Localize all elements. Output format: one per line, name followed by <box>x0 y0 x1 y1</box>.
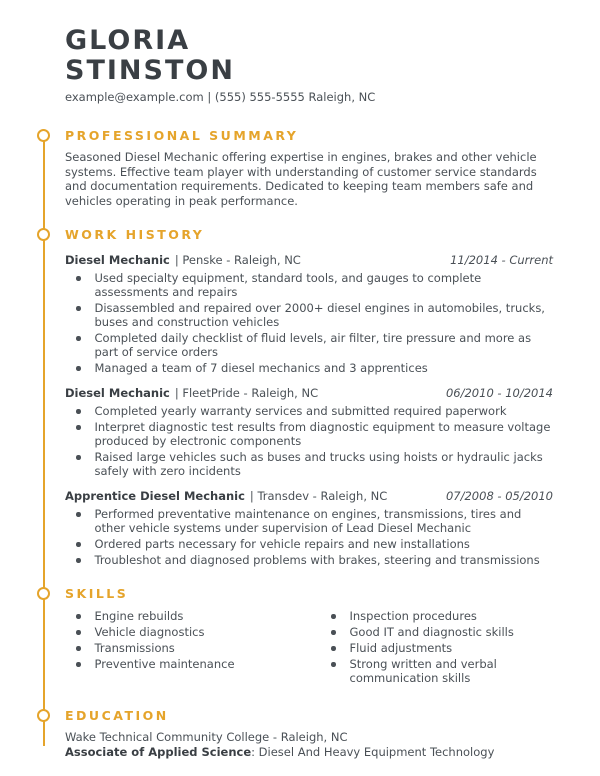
skill-text: Strong written and verbal communication skills <box>349 657 497 685</box>
skill-text: Transmissions <box>94 641 175 655</box>
section-skills <box>65 587 553 687</box>
job-dates: 11/2014 - Current <box>450 253 553 267</box>
bullet-item <box>65 404 553 418</box>
bullet-dot-icon <box>76 409 81 414</box>
job-2-bullets <box>65 404 553 478</box>
skill-text: Engine rebuilds <box>94 609 184 623</box>
skills-column-left <box>65 609 320 687</box>
bullet-dot-icon <box>331 614 336 619</box>
job-company: | Penske - Raleigh, NC <box>174 253 301 267</box>
bullet-item <box>65 271 553 299</box>
skill-text: Preventive maintenance <box>94 657 235 671</box>
bullet-text: Managed a team of 7 diesel mechanics and 3 apprentices <box>94 361 428 375</box>
education-heading: EDUCATION <box>65 708 169 723</box>
job-entry-1 <box>65 253 553 375</box>
skill-item <box>320 609 553 623</box>
bullet-item <box>65 361 553 375</box>
candidate-name-line1: GLORIA <box>65 25 191 56</box>
bullet-dot-icon <box>76 646 81 651</box>
skills-columns <box>65 609 553 687</box>
bullet-item <box>65 331 553 359</box>
bullet-dot-icon <box>76 336 81 341</box>
bullet-text: Ordered parts necessary for vehicle repairs and new installations <box>94 537 470 551</box>
bullet-dot-icon <box>76 542 81 547</box>
skills-heading-row <box>65 587 553 601</box>
skill-item <box>320 641 553 655</box>
bullet-item <box>65 450 553 478</box>
timeline-node-icon <box>37 228 50 241</box>
bullet-text: Used specialty equipment, standard tools, and gauges to complete assessments and repairs <box>94 271 482 299</box>
job-2-header <box>65 386 553 400</box>
bullet-text: Completed daily checklist of fluid levels, air filter, tire pressure and more as part of service orders <box>94 331 532 359</box>
candidate-name <box>65 26 553 86</box>
education-degree-detail: : Diesel And Heavy Equipment Technology <box>251 745 495 759</box>
skill-item <box>65 609 320 623</box>
job-dates: 07/2008 - 05/2010 <box>445 489 553 503</box>
summary-heading-row <box>65 129 553 143</box>
timeline-node-icon <box>37 709 50 722</box>
section-work-history <box>65 228 553 567</box>
job-1-title-line <box>65 253 301 267</box>
bullet-item <box>65 301 553 329</box>
bullet-text: Troubleshot and diagnosed problems with brakes, steering and transmissions <box>94 553 540 567</box>
bullet-text: Raised large vehicles such as buses and trucks using hoists or hydraulic jacks safely with zero incidents <box>94 450 543 478</box>
skill-item <box>320 657 553 685</box>
job-company: | FleetPride - Raleigh, NC <box>174 386 319 400</box>
bullet-dot-icon <box>331 662 336 667</box>
bullet-dot-icon <box>76 366 81 371</box>
skill-item <box>65 625 320 639</box>
summary-heading: PROFESSIONAL SUMMARY <box>65 128 299 143</box>
education-degree: Associate of Applied Science <box>65 745 252 759</box>
skill-text: Good IT and diagnostic skills <box>349 625 514 639</box>
skill-text: Inspection procedures <box>349 609 477 623</box>
bullet-dot-icon <box>331 646 336 651</box>
job-3-header <box>65 489 553 503</box>
bullet-dot-icon <box>76 614 81 619</box>
skill-item <box>65 641 320 655</box>
bullet-dot-icon <box>76 512 81 517</box>
resume-sections <box>65 129 553 760</box>
skills-column-right <box>320 609 553 687</box>
education-degree-line <box>65 745 553 760</box>
bullet-dot-icon <box>331 630 336 635</box>
job-title: Apprentice Diesel Mechanic <box>65 489 245 503</box>
job-dates: 06/2010 - 10/2014 <box>445 386 553 400</box>
bullet-text: Performed preventative maintenance on engines, transmissions, tires and other vehicle systems under supervision of Lead Diesel Mechanic <box>94 507 522 535</box>
section-professional-summary <box>65 129 553 208</box>
job-title: Diesel Mechanic <box>65 253 170 267</box>
timeline-node-icon <box>37 587 50 600</box>
bullet-dot-icon <box>76 630 81 635</box>
skills-heading: SKILLS <box>65 586 129 601</box>
job-2-title-line <box>65 386 318 400</box>
job-1-header <box>65 253 553 267</box>
section-education <box>65 709 553 760</box>
contact-line: example@example.com | (555) 555-5555 Raleigh, NC <box>65 90 376 104</box>
job-company: | Transdev - Raleigh, NC <box>249 489 388 503</box>
education-school: Wake Technical Community College - Raleigh, NC <box>65 730 348 744</box>
bullet-dot-icon <box>76 662 81 667</box>
skill-item <box>320 625 553 639</box>
skill-text: Fluid adjustments <box>349 641 453 655</box>
bullet-text: Disassembled and repaired over 2000+ diesel engines in automobiles, trucks, buses and construction vehicles <box>94 301 545 329</box>
skill-text: Vehicle diagnostics <box>94 625 205 639</box>
bullet-item <box>65 553 553 567</box>
job-title: Diesel Mechanic <box>65 386 170 400</box>
work-heading-row <box>65 228 553 242</box>
bullet-item <box>65 507 553 535</box>
education-heading-row <box>65 709 553 723</box>
summary-text: Seasoned Diesel Mechanic offering expertise in engines, brakes and other vehicle systems. Effective team player with understanding of customer service standards and documentation requirements. Dedicated to keeping team members safe and vehicles operating in peak performance. <box>65 150 537 208</box>
bullet-item <box>65 537 553 551</box>
bullet-dot-icon <box>76 306 81 311</box>
skill-item <box>65 657 320 671</box>
job-entry-2 <box>65 386 553 478</box>
bullet-dot-icon <box>76 455 81 460</box>
bullet-text: Interpret diagnostic test results from diagnostic equipment to measure voltage produced by electronic components <box>94 420 551 448</box>
bullet-dot-icon <box>76 276 81 281</box>
job-3-title-line <box>65 489 387 503</box>
bullet-item <box>65 420 553 448</box>
bullet-dot-icon <box>76 558 81 563</box>
job-3-bullets <box>65 507 553 567</box>
bullet-dot-icon <box>76 425 81 430</box>
bullet-text: Completed yearly warranty services and submitted required paperwork <box>94 404 507 418</box>
job-entry-3 <box>65 489 553 567</box>
work-history-heading: WORK HISTORY <box>65 227 205 242</box>
job-1-bullets <box>65 271 553 375</box>
timeline-node-icon <box>37 129 50 142</box>
candidate-name-line2: STINSTON <box>65 55 235 86</box>
